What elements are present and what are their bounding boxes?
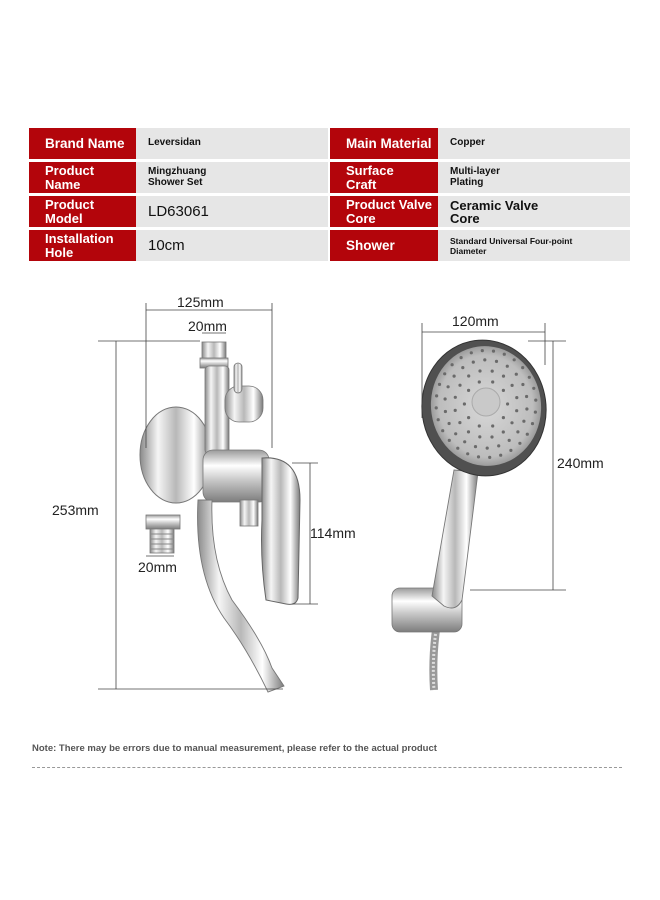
nozzle-dot: [525, 395, 528, 398]
nozzle-dot: [521, 366, 524, 369]
nozzle-dot: [453, 375, 456, 378]
nozzle-dot: [515, 396, 518, 399]
dim-top-inlet: 20mm: [188, 318, 227, 334]
nozzle-dot: [467, 374, 470, 377]
dim-shower-length: 240mm: [557, 455, 604, 471]
nozzle-dot: [492, 350, 495, 353]
spec-label: Surface Craft: [330, 162, 438, 193]
spec-label: Product Valve Core: [330, 196, 438, 227]
nozzle-dot: [441, 429, 444, 432]
nozzle-dot: [502, 389, 505, 392]
spec-value: LD63061: [136, 196, 328, 227]
nozzle-dot: [503, 353, 506, 356]
nozzle-dot: [506, 402, 509, 405]
spec-value: Mingzhuang Shower Set: [136, 162, 328, 193]
spec-label: Brand Name: [29, 128, 136, 159]
nozzle-dot: [526, 433, 529, 436]
spec-value: Ceramic Valve Core: [438, 196, 630, 227]
nozzle-dot: [437, 418, 440, 421]
nozzle-dot: [478, 369, 481, 372]
spec-value: Standard Universal Four-point Diameter: [438, 230, 630, 261]
nozzle-dot: [510, 384, 513, 387]
nozzle-dot: [467, 389, 470, 392]
spec-label: Installation Hole Distance: [29, 230, 136, 261]
nozzle-dot: [532, 387, 535, 390]
dim-shower-head-width: 120mm: [452, 313, 499, 329]
nozzle-dot: [534, 411, 537, 414]
nozzle-dot: [474, 445, 477, 448]
nozzle-dot: [466, 452, 469, 455]
spec-value: Copper: [438, 128, 630, 159]
spec-value: Leversidan: [136, 128, 328, 159]
nozzle-dot: [454, 409, 457, 412]
nozzle-dot: [444, 410, 447, 413]
nozzle-dot: [443, 372, 446, 375]
nozzle-dot: [495, 360, 498, 363]
nozzle-dot: [447, 385, 450, 388]
nozzle-dot: [491, 424, 494, 427]
measurement-note: Note: There may be errors due to manual measurement, please refer to the actual product: [32, 743, 437, 754]
nozzle-dot: [490, 435, 493, 438]
spec-label: Shower Interface: [330, 230, 438, 261]
nozzle-dot: [463, 440, 466, 443]
nozzle-dot: [502, 375, 505, 378]
nozzle-dot: [509, 449, 512, 452]
nozzle-dot: [461, 366, 464, 369]
nozzle-dot: [435, 394, 438, 397]
spec-value: 10cm: [136, 230, 328, 261]
nozzle-dot: [506, 365, 509, 368]
nozzle-dot: [510, 421, 513, 424]
dim-faucet-width: 125mm: [177, 294, 224, 310]
nozzle-dot: [448, 439, 451, 442]
nozzle-dot: [477, 455, 480, 458]
nozzle-dot: [499, 454, 502, 457]
spec-label: Main Material: [330, 128, 438, 159]
nozzle-dot: [497, 444, 500, 447]
divider: [32, 767, 622, 768]
nozzle-dot: [522, 420, 525, 423]
spec-label: Product Name: [29, 162, 136, 193]
nozzle-dot: [435, 406, 438, 409]
nozzle-dot: [486, 447, 489, 450]
dim-faucet-height: 253mm: [52, 502, 99, 518]
nozzle-dot: [470, 351, 473, 354]
nozzle-dot: [467, 416, 470, 419]
nozzle-dot: [502, 416, 505, 419]
nozzle-dot: [451, 363, 454, 366]
nozzle-dot: [516, 430, 519, 433]
nozzle-dot: [438, 383, 441, 386]
nozzle-dot: [467, 430, 470, 433]
nozzle-dot: [458, 384, 461, 387]
nozzle-dot: [491, 380, 494, 383]
nozzle-dot: [454, 396, 457, 399]
nozzle-dot: [525, 407, 528, 410]
dim-handle-height: 114mm: [310, 525, 356, 541]
nozzle-dot: [478, 435, 481, 438]
nozzle-dot: [481, 349, 484, 352]
faucet-image: [140, 342, 300, 692]
nozzle-dot: [456, 447, 459, 450]
nozzle-dot: [483, 358, 486, 361]
nozzle-dot: [488, 456, 491, 459]
nozzle-dot: [463, 402, 466, 405]
nozzle-dot: [534, 399, 537, 402]
nozzle-dot: [508, 439, 511, 442]
nozzle-dot: [491, 370, 494, 373]
nozzle-dot: [502, 430, 505, 433]
nozzle-dot: [521, 383, 524, 386]
nozzle-dot: [458, 421, 461, 424]
nozzle-dot: [478, 380, 481, 383]
spec-label: Product Model: [29, 196, 136, 227]
nozzle-dot: [454, 432, 457, 435]
nozzle-dot: [528, 376, 531, 379]
handheld-shower-image: [392, 332, 555, 690]
nozzle-dot: [444, 397, 447, 400]
nozzle-dot: [472, 361, 475, 364]
dim-side-inlet: 20mm: [138, 559, 177, 575]
nozzle-dot: [448, 422, 451, 425]
nozzle-dot: [515, 409, 518, 412]
nozzle-dot: [478, 424, 481, 427]
nozzle-dot: [513, 358, 516, 361]
nozzle-dot: [518, 442, 521, 445]
nozzle-dot: [515, 373, 518, 376]
nozzle-dot: [531, 422, 534, 425]
nozzle-dot: [460, 356, 463, 359]
spec-value: Multi-layer Plating: [438, 162, 630, 193]
